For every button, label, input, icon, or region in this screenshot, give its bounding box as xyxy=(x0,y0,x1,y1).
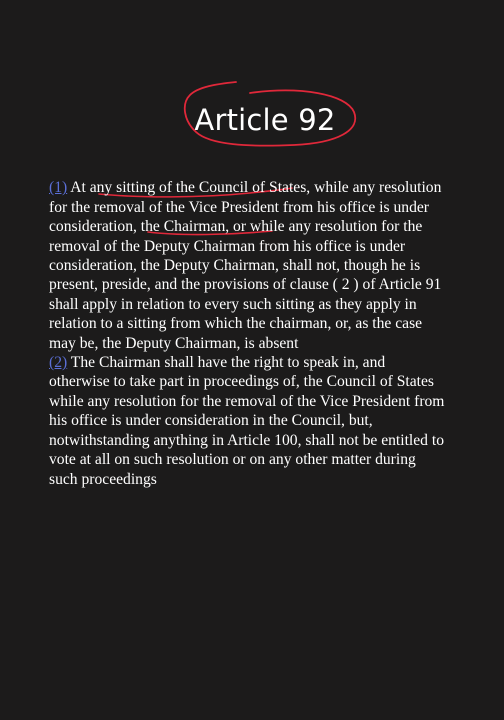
clause-1 xyxy=(49,178,481,353)
article-title: Article 92 xyxy=(194,103,336,137)
clause-2-number-link[interactable]: (2) xyxy=(49,354,68,372)
clause-1-number-link[interactable]: (1) xyxy=(49,179,68,197)
clause-1-text: At any sitting of the Council of States, while any resolution for the removal of the Vice President from his office is under consideration, the Chairman, or while any resolution for the removal of the Deputy Chairman from his office is under consideration, the Deputy Chairman, shall not, though he is present, preside, and the provisions of clause ( 2 ) of Article 91 shall apply in relation to every such sitting as they apply in relation to a sitting from which the chairman, or, as the case may be, the Deputy Chairman, is absent xyxy=(49,179,442,352)
clause-2-text: The Chairman shall have the right to speak in, and otherwise to take part in proceedings of, the Council of States while any resolution for the removal of the Vice President from his office is under consideration in the Council, but, notwithstanding anything in Article 100, shall not be entitled to vote at all on such resolution or on any other matter during such proceedings xyxy=(49,354,445,488)
title-block xyxy=(0,96,504,144)
clause-2 xyxy=(49,353,481,489)
article-body xyxy=(49,159,481,508)
